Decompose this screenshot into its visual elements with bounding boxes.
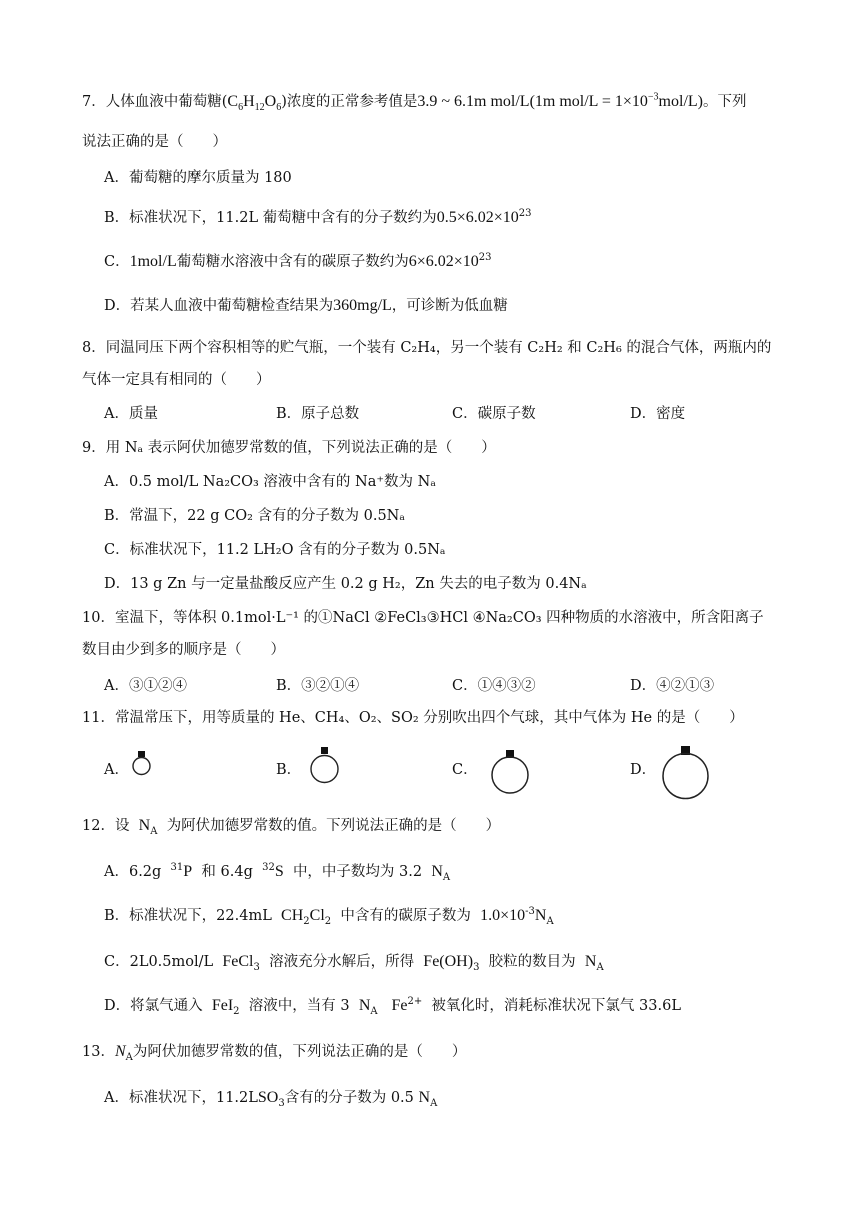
q13-stem: 13．$N_A$为阿伏加德罗常数的值，下列说法正确的是（ ）: [82, 1043, 467, 1063]
q13-option-a: A．标准状况下，$11.2LSO_3$含有的分子数为 0.5 $N_A$: [104, 1089, 438, 1109]
q7-option-a: A．葡萄糖的摩尔质量为 180: [104, 170, 292, 186]
q9-stem: 9．用 Nₐ 表示阿伏加德罗常数的值，下列说法正确的是（ ）: [82, 440, 496, 456]
q9-option-c: C．标准状况下，11.2 LH₂O 含有的分子数为 0.5Nₐ: [104, 542, 446, 558]
glucose-formula: $C_6H_{12}O_6$: [227, 93, 282, 114]
q7-option-d: D．若某人血液中葡萄糖检查结果为360mg/L，可诊断为低血糖: [104, 297, 508, 314]
q12-option-c: C．2L0.5mol/L FeCl$_3$ 溶液充分水解后，所得 $Fe(OH)_3$ 胶粒的数目为 $N_A$: [104, 953, 604, 973]
q9-option-d: D．13 g Zn 与一定量盐酸反应产生 0.2 g H₂，Zn 失去的电子数为 0.4Nₐ: [104, 576, 587, 592]
q8-stem-line2: 气体一定具有相同的（ ）: [82, 372, 271, 388]
balloon-d-icon: [660, 742, 712, 802]
q12-option-a: A．6.2g $^{31}$P 和 6.4g $^{32}$S 中，中子数均为 3.2 $N_A$: [104, 862, 451, 883]
balloon-b-icon: [306, 744, 346, 786]
q7-stem-line1: 7．人体血液中葡萄糖$(C_6H_{12}O_6)$浓度的正常参考值是3.9 ~ 6.1m mol/L(1m $mol/L = 1\times 10^{-3}mol/L$)。下列: [82, 91, 747, 114]
q10-stem-line1: 10．室温下，等体积 0.1mol·L⁻¹ 的①NaCl ②FeCl₃③HCl ④Na₂CO₃ 四种物质的水溶液中，所含阳离子: [82, 610, 764, 626]
q11-option-a-label: A．: [104, 762, 129, 778]
q10-stem-line2: 数目由少到多的顺序是（ ）: [82, 642, 285, 658]
q8-option-d: D．密度: [630, 406, 686, 422]
q8-option-a: A．质量: [104, 406, 158, 422]
balloon-c-icon: [488, 746, 534, 796]
q11-stem: 11．常温常压下，用等质量的 He、CH₄、O₂、SO₂ 分别吹出四个气球，其中气体为 He 的是（ ）: [82, 710, 744, 726]
q10-option-b: B．③②①④: [276, 678, 360, 694]
q11-option-d-label: D．: [630, 762, 657, 778]
q12-option-d: D．将氯气通入 FeI$_2$ 溶液中，当有 3 $N_A$ $Fe^{2+}$ 被氧化时，消耗标准状况下氯气 33.6L: [104, 996, 681, 1017]
unit-conversion: 1m $mol/L = 1\times 10^{-3}mol/L$: [534, 91, 698, 110]
q12-stem: 12．设 $N_A$ 为阿伏加德罗常数的值。下列说法正确的是（ ）: [82, 817, 501, 837]
q9-option-b: B．常温下，22 g CO₂ 含有的分子数为 0.5Nₐ: [104, 508, 405, 524]
q7-option-b: B．标准状况下，11.2L 葡萄糖中含有的分子数约为$0.5\times 6.02\times 10^{23}$: [104, 208, 532, 226]
q8-stem-line1: 8．同温同压下两个容积相等的贮气瓶，一个装有 C₂H₄，另一个装有 C₂H₂ 和 C₂H₆ 的混合气体，两瓶内的: [82, 340, 772, 356]
glucose-range: 3.9 ~ 6.1m mol/L: [417, 93, 530, 110]
q10-option-d: D．④②①③: [630, 678, 715, 694]
q11-option-c-label: C．: [452, 762, 478, 778]
q7-stem-line2: 说法正确的是（ ）: [82, 134, 227, 150]
balloon-a-icon: [128, 748, 158, 778]
q8-option-c: C．碳原子数: [452, 406, 536, 422]
q9-option-a: A．0.5 mol/L Na₂CO₃ 溶液中含有的 Na⁺数为 Nₐ: [104, 474, 436, 490]
q10-option-a: A．③①②④: [104, 678, 187, 694]
q12-option-b: B．标准状况下，22.4mL $CH_2Cl_2$ 中含有的碳原子数为 $1.0\times 10^{-3}N_A$: [104, 906, 554, 927]
q7-option-c: C．1mol/L葡萄糖水溶液中含有的碳原子数约为$6\times 6.02\times 10^{23}$: [104, 252, 492, 270]
q10-option-c: C．①④③②: [452, 678, 536, 694]
q11-option-b-label: B．: [276, 762, 302, 778]
q8-option-b: B．原子总数: [276, 406, 360, 422]
